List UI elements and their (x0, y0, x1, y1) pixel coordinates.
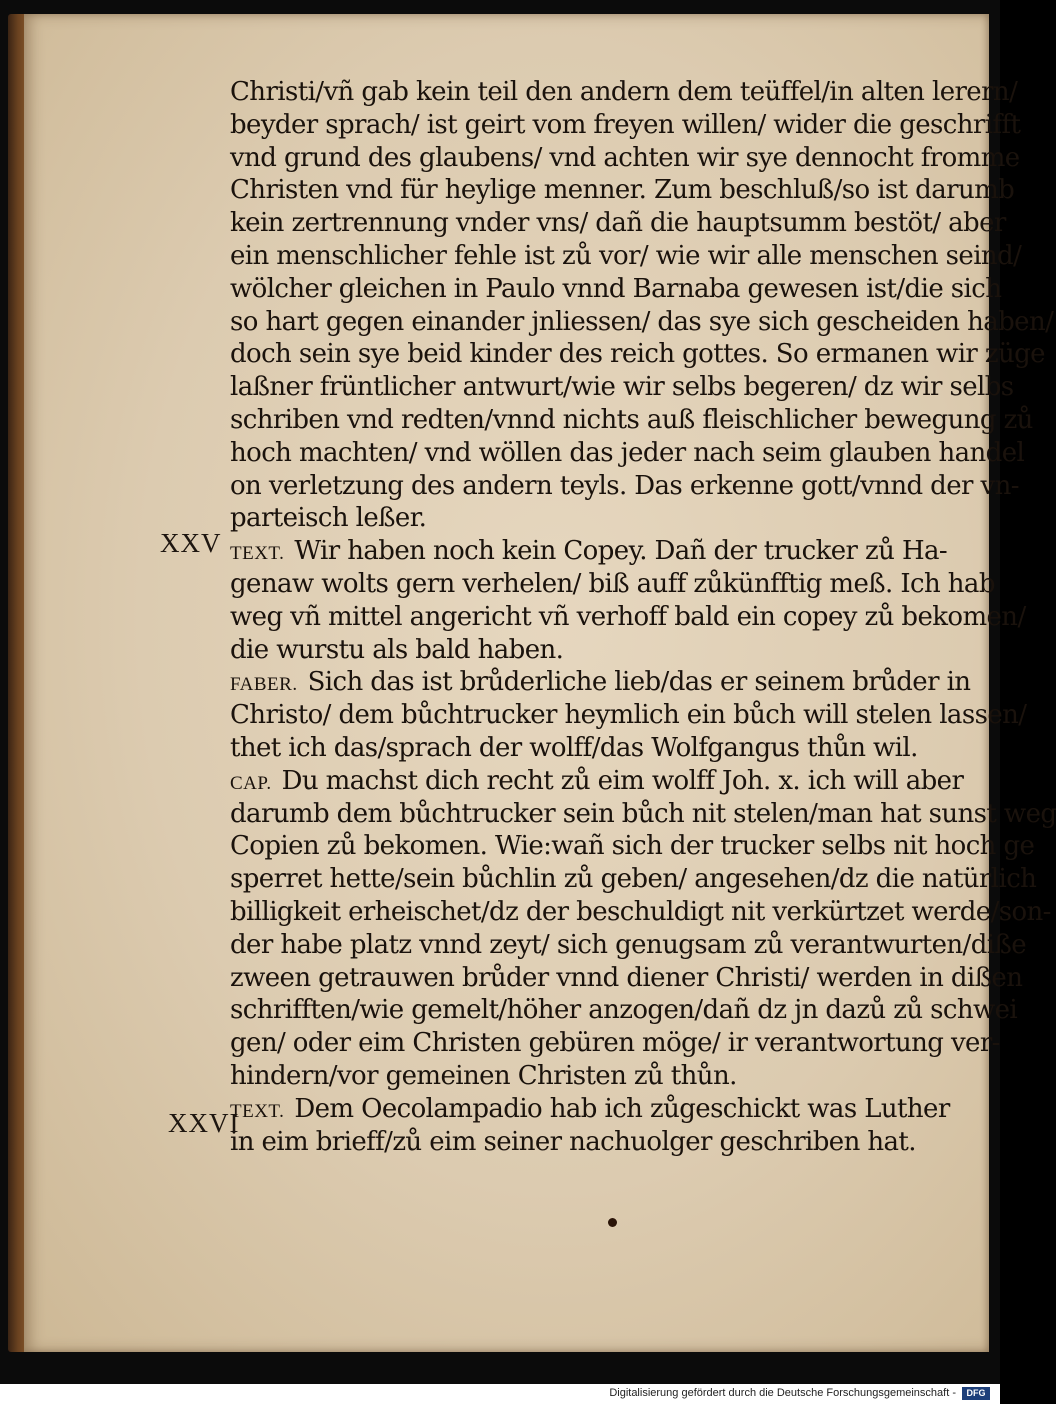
text-line: on verletzung des andern teyls. Das erkenne gott/vnnd der vn- (230, 470, 1019, 501)
text-line (230, 1093, 950, 1126)
text-line: laßner früntlicher antwurt/wie wir selbs begeren/ dz wir selbs (230, 372, 1014, 403)
text-line: Christen vnd für heylige menner. Zum beschluß/so ist darumb (230, 175, 1015, 206)
text-line: vnd grund des glaubens/ vnd achten wir sye dennocht fromme (230, 142, 1020, 173)
footer-bar (0, 1384, 1000, 1404)
speaker-label: TEXT. (230, 1100, 285, 1122)
text-line: hindern/vor gemeinen Christen zů thůn. (230, 1060, 737, 1091)
text-line: Christi/vñ gab kein teil den andern dem teüffel/in alten lerern/ (230, 77, 1018, 107)
speaker-label: CAP. (230, 772, 272, 794)
text-line: genaw wolts gern verhelen/ biß auff zůkünfftig meß. Ich hab (230, 568, 995, 599)
text-segment: Du machst dich recht zů eim wolff Joh. x. ich will aber (281, 765, 964, 796)
text-line: die wurstu als bald haben. (230, 634, 564, 665)
page-text (230, 76, 1056, 1158)
speaker-label: TEXT. (230, 543, 285, 565)
text-line: in eim brieff/zů eim seiner nachuolger geschriben hat. (230, 1126, 916, 1157)
text-line: sperret hette/sein bůchlin zů geben/ angesehen/dz die natürlich (230, 864, 1037, 895)
margin-section-number: XXV (160, 528, 222, 558)
text-line: zween getrauwen brůder vnnd diener Christi/ werden in dißen (230, 962, 1023, 993)
text-line: gen/ oder eim Christen gebüren möge/ ir verantwortung ver- (230, 1028, 1000, 1059)
text-line: weg vñ mittel angericht vñ verhoff bald ein copey zů bekomen/ (230, 601, 1026, 632)
text-line: billigkeit erheischet/dz der beschuldigt nit verkürtzet werde/son- (230, 896, 1051, 927)
ink-dot (608, 1218, 617, 1227)
text-line: doch sein sye beid kinder des reich gottes. So ermanen wir züge (230, 339, 1045, 370)
text-line: kein zertrennung vnder vns/ dañ die hauptsumm bestöt/ aber (230, 208, 1006, 239)
text-segment: Sich das ist brůderliche lieb/das er seinem brůder in (307, 667, 971, 698)
text-line: Copien zů bekomen. Wie:wañ sich der trucker selbs nit hoch ge (230, 831, 1035, 862)
text-segment: Wir haben noch kein Copey. Dañ der trucker zů Ha- (294, 536, 948, 567)
text-line: der habe platz vnnd zeyt/ sich genugsam zů verantwurten/diße (230, 929, 1027, 960)
text-line: wölcher gleichen in Paulo vnnd Barnaba gewesen ist/die sich (230, 273, 1002, 304)
text-line: hoch machten/ vnd wöllen das jeder nach seim glauben handel (230, 437, 1025, 468)
text-line: beyder sprach/ ist geirt vom freyen willen/ wider die geschrifft (230, 109, 1021, 140)
text-line: so hart gegen einander jnliessen/ das sye sich gescheiden haben/ (230, 306, 1054, 337)
text-line: ein menschlicher fehle ist zů vor/ wie wir alle menschen seind/ (230, 240, 1022, 271)
text-line: Christo/ dem bůchtrucker heymlich ein bůch will stelen lassen/ (230, 700, 1027, 731)
text-line (230, 666, 971, 699)
dfg-logo: DFG (962, 1387, 990, 1400)
text-line (230, 535, 948, 568)
text-line: schriben vnd redten/vnnd nichts auß fleischlicher bewegung zů (230, 404, 1033, 435)
text-line: schrifften/wie gemelt/höher anzogen/dañ dz jn dazů zů schwei (230, 995, 1018, 1026)
text-line: darumb dem bůchtrucker sein bůch nit stelen/man hat sunst weg (230, 798, 1056, 829)
text-segment: Dem Oecolampadio hab ich zůgeschickt was Luther (294, 1093, 950, 1124)
speaker-label: FABER. (230, 674, 298, 696)
text-line (230, 765, 964, 798)
footer-credit: Digitalisierung gefördert durch die Deutsche Forschungsgemeinschaft - (609, 1387, 956, 1399)
margin-section-number: XXVI (168, 1108, 240, 1138)
text-line: thet ich das/sprach der wolff/das Wolfgangus thůn wil. (230, 732, 918, 763)
text-line: parteisch leßer. (230, 503, 427, 534)
